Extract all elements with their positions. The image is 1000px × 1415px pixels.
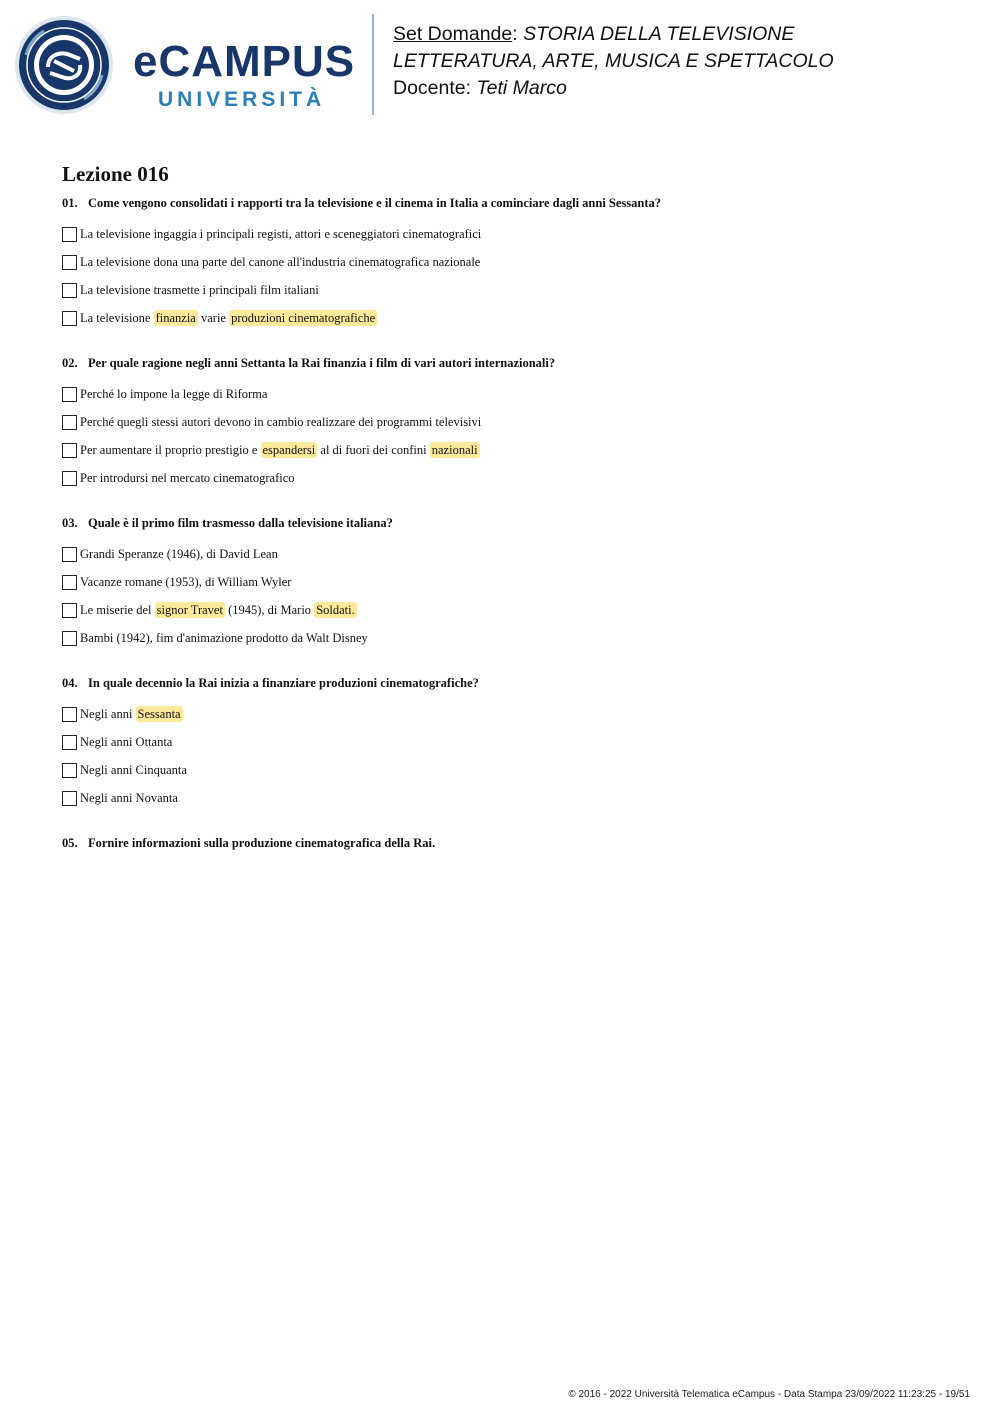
- answer-text: La televisione ingaggia i principali registi, attori e sceneggiatori cinematografici: [80, 226, 482, 241]
- docente-line: [393, 75, 834, 102]
- answer-checkbox[interactable]: [62, 631, 77, 646]
- answer-text: La televisione: [80, 310, 154, 325]
- question-list: [62, 195, 962, 851]
- page-footer: © 2016 - 2022 Università Telematica eCampus - Data Stampa 23/09/2022 11:23:25 - 19/51: [568, 1389, 970, 1400]
- answer-text: Negli anni Ottanta: [80, 734, 173, 749]
- lesson-title: Lezione 016: [62, 162, 169, 186]
- ecampus-seal-logo: [14, 15, 114, 115]
- universita-wordmark: UNIVERSITÀ: [158, 88, 326, 111]
- question-text: [62, 195, 962, 211]
- docente-name: Teti Marco: [476, 77, 567, 99]
- question-4: [62, 675, 962, 812]
- answer-option: [62, 596, 962, 624]
- question-number: 05.: [62, 836, 78, 850]
- answer-text: La televisione dona una parte del canone all'industria cinematografica nazionale: [80, 254, 481, 269]
- set-title-line2: LETTERATURA, ARTE, MUSICA E SPETTACOLO: [393, 50, 834, 72]
- answer-checkbox[interactable]: [62, 735, 77, 750]
- question-label: Per quale ragione negli anni Settanta la Rai finanzia i film di vari autori internazionali?: [88, 356, 556, 370]
- course-info: [393, 21, 834, 102]
- highlighted-text: produzioni cinematografiche: [231, 310, 376, 325]
- answer-text: varie: [197, 310, 230, 325]
- question-text: [62, 355, 962, 371]
- ecampus-wordmark: eCAMPUS: [133, 37, 356, 86]
- lesson-content: [62, 160, 962, 860]
- answer-checkbox[interactable]: [62, 387, 77, 402]
- question-number: 03.: [62, 516, 78, 530]
- answer-option: [62, 700, 962, 728]
- answer-label: [80, 707, 183, 722]
- answer-checkbox[interactable]: [62, 547, 77, 562]
- answer-checkbox[interactable]: [62, 575, 77, 590]
- answer-option: [62, 276, 962, 304]
- highlighted-text: Sessanta: [137, 706, 181, 721]
- question-3: [62, 515, 962, 652]
- answer-option: [62, 380, 962, 408]
- answer-label: [80, 631, 368, 646]
- answer-text: Grandi Speranze (1946), di David Lean: [80, 546, 278, 561]
- question-label: In quale decennio la Rai inizia a finanziare produzioni cinematografiche?: [88, 676, 479, 690]
- answer-label: [80, 283, 319, 298]
- answer-text: al di fuori dei confini: [317, 442, 430, 457]
- answer-text: Negli anni: [80, 706, 136, 721]
- docente-label: Docente:: [393, 77, 472, 99]
- question-1: [62, 195, 962, 332]
- answer-option: [62, 220, 962, 248]
- question-number: 01.: [62, 196, 78, 210]
- answer-checkbox[interactable]: [62, 603, 77, 618]
- answer-option: [62, 624, 962, 652]
- question-text: [62, 515, 962, 531]
- answer-label: [80, 443, 480, 458]
- answer-option: [62, 540, 962, 568]
- answer-checkbox[interactable]: [62, 707, 77, 722]
- question-2: [62, 355, 962, 492]
- answer-label: [80, 387, 267, 402]
- answer-option: [62, 728, 962, 756]
- answer-text: Le miserie del: [80, 602, 155, 617]
- question-label: Quale è il primo film trasmesso dalla televisione italiana?: [88, 516, 393, 530]
- answer-text: Bambi (1942), fim d'animazione prodotto da Walt Disney: [80, 630, 368, 645]
- header-divider: [372, 14, 374, 115]
- question-label: Come vengono consolidati i rapporti tra la televisione e il cinema in Italia a cominciare dagli anni Sessanta?: [88, 196, 662, 210]
- page-header: [0, 0, 1000, 130]
- highlighted-text: Soldati.: [316, 602, 355, 617]
- answer-text: Negli anni Novanta: [80, 790, 178, 805]
- answer-label: [80, 763, 187, 778]
- answer-text: Perché quegli stessi autori devono in cambio realizzare dei programmi televisivi: [80, 414, 482, 429]
- answer-text: (1945), di Mario: [224, 602, 315, 617]
- answer-label: [80, 575, 291, 590]
- answer-text: Per introdursi nel mercato cinematografico: [80, 470, 295, 485]
- answer-text: La televisione trasmette i principali film italiani: [80, 282, 319, 297]
- answer-label: [80, 603, 357, 618]
- set-title-line1: STORIA DELLA TELEVISIONE: [523, 23, 795, 45]
- answer-label: [80, 791, 178, 806]
- answer-option: [62, 248, 962, 276]
- question-5: [62, 835, 962, 851]
- question-number: 04.: [62, 676, 78, 690]
- answer-checkbox[interactable]: [62, 311, 77, 326]
- answer-label: [80, 735, 172, 750]
- answer-option: [62, 568, 962, 596]
- highlighted-text: finanzia: [155, 310, 196, 325]
- answer-checkbox[interactable]: [62, 415, 77, 430]
- answer-checkbox[interactable]: [62, 283, 77, 298]
- answer-label: [80, 547, 278, 562]
- answer-label: [80, 311, 377, 326]
- answer-label: [80, 471, 295, 486]
- answer-label: [80, 415, 481, 430]
- answer-checkbox[interactable]: [62, 471, 77, 486]
- answer-text: Vacanze romane (1953), di William Wyler: [80, 574, 292, 589]
- answer-label: [80, 255, 480, 270]
- highlighted-text: espandersi: [262, 442, 316, 457]
- answer-text: Perché lo impone la legge di Riforma: [80, 386, 268, 401]
- answer-option: [62, 304, 962, 332]
- highlighted-text: signor Travet: [156, 602, 223, 617]
- answer-option: [62, 436, 962, 464]
- question-text: [62, 675, 962, 691]
- answer-option: [62, 464, 962, 492]
- question-text: [62, 835, 962, 851]
- answer-checkbox[interactable]: [62, 443, 77, 458]
- answer-checkbox[interactable]: [62, 763, 77, 778]
- answer-checkbox[interactable]: [62, 227, 77, 242]
- question-label: Fornire informazioni sulla produzione cinematografica della Rai.: [88, 836, 436, 850]
- question-number: 02.: [62, 356, 78, 370]
- set-line: Set Domande: STORIA DELLA TELEVISIONE: [393, 23, 795, 45]
- set-title-line2-row: [393, 48, 834, 75]
- answer-option: [62, 408, 962, 436]
- answer-option: [62, 756, 962, 784]
- answer-checkbox[interactable]: [62, 791, 77, 806]
- answer-text: Per aumentare il proprio prestigio e: [80, 442, 261, 457]
- highlighted-text: nazionali: [431, 442, 478, 457]
- answer-option: [62, 784, 962, 812]
- answer-checkbox[interactable]: [62, 255, 77, 270]
- answer-label: [80, 227, 481, 242]
- set-label: Set Domande: [393, 23, 513, 45]
- answer-text: Negli anni Cinquanta: [80, 762, 187, 777]
